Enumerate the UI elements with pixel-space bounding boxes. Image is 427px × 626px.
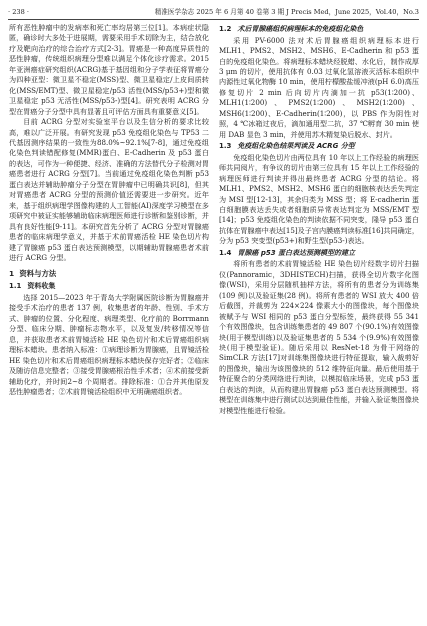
intro-paragraph-1: 所有恶性肿瘤中的发病率和死亡率均居第三位[1]。本病症状隐匿，确诊时大多处于进展期，需要采用手术切除为主，结合放化疗及靶向治疗的综合治疗方式[2-3]。胃癌是一种高度异质性的恶性肿瘤，传统组织病理分型难以满足个体化诊疗需求。2015 年亚洲癌症研究组织(ACRG)基于基因组和分子学表征将胃癌分为四种亚型：微卫星不稳定(MSS)型、微卫星稳定/上皮间质转化(MSS/EMT)型、微卫星稳定/p53 活性(MSS/p53+)型和微卫星稳定 p53 无活性(MSS/p53-)型[4]。研究表明 ACRG 分型在胃癌分子分型中具有显著且可评估方面具有重要意义[5]。	[9, 23, 209, 116]
subsection-number: 1.2	[219, 25, 232, 33]
subsection-title: 资料收集	[27, 282, 56, 291]
left-column	[9, 23, 209, 398]
subsection-heading-1-3	[219, 141, 419, 152]
methods-paragraph-1: 选择 2015—2023 年于青岛大学附属医院诊断为胃腺癌并接受手术治疗的患者 137 例，收集患者的年龄、性别、手术方式、肿瘤的位置、分化程度、病理类型、化疗前的 Borrmann 分型、临床分期、肿瘤标志物水平，以及复发/转移情况等信息，并获取患者术前胃镜活检 HE 染色切片和术后胃癌组织病理标本蜡块。患者纳入标准：①病理诊断为胃腺癌，且胃镜活检 HE 染色切片和术后胃癌组织病理标本蜡块保存完好者；②临床及随访信息完整者；③接受胃腺癌根治性手术者；④术前接受新辅助化疗，并时间2~8 个周期者。排除标准：①合并其他原发恶性肿瘤患者；②术前胃镜活检组织中无明确癌组织者。	[9, 293, 209, 397]
journal-title: 精准医学杂志 2025 年 6 月第 40 卷第 3 期 J Precis Med，June 2025，Vol.40，No.3	[154, 8, 419, 16]
section-title: 资料与方法	[19, 269, 57, 279]
subsection-title: 胃腺癌 p53 蛋白表达预测模型的建立	[237, 248, 356, 257]
subsection-heading-1-4	[219, 248, 419, 259]
subsection-title: 术后胃腺癌组织病理标本的免疫组化染色	[237, 25, 364, 33]
methods-paragraph-4: 将所有患者的术前胃镜活检 HE 染色切片经数字切片扫描仪(Pannoramic，3DHISTECH)扫描，获得全切片数字化图像(WSI)，采用分层随机抽样方法，将所有的患者分为训练集(109 例)以及验证集(28 例)。将所有患者的 WSI 放大 400 倍后截图，并裁剪为 224×224 像素大小的图像块，每个图像块被赋予与 WSI 相同的 p53 蛋白分型标签，最终获得 55 341 个有效图像块，包含训练集患者的 49 807 个(90.1%)有效图像块(用于模型训练)以及验证集患者的 5 534 个(9.9%)有效图像块(用于模型验证)。随后采用以 ResNet-18 为骨干网络的 SimCLR 方法[17]对训练集图像块进行特征提取，输入裁剪好的图像块，输出为该图像块的 512 维特征向量。最后使用基于特征聚合的分类网络进行判读，以模拟临床场景，完成 p53 蛋白表达的判读，从而构建出胃腺癌 p53 蛋白表达预测模型。将模型在训练集中进行测试以达到最佳性能，并输入验证集图像块对模型性能进行检验。	[219, 259, 419, 415]
subsection-number: 1.1	[9, 282, 22, 291]
subsection-number: 1.3	[219, 142, 232, 151]
subsection-title: 免疫组化染色结果判读及 ACRG 分型	[237, 142, 355, 151]
header-rule	[8, 19, 419, 20]
methods-paragraph-3: 免疫组化染色切片由两位具有 10 年以上工作经验的病理医师共同阅片，有争议的切片由第三位具有 15 年以上工作经验的病理医师进行判读并得出最终患者 ACRG 分型的结论。将 MLH1、PMS2、MSH2、MSH6 蛋白的细胞核表达丢失判定为 MSI 型[12-13]，其余归类为 MSS 型；将 E-cadherin 蛋白细胞膜表达丢失或者细胞质异常表达判定为 MSS/EMT 型[14]；p53 免疫组化染色的判读依据不同突变，隆导 p53 蛋白抗体在胃腺癌中表达[15]及子宫内膜癌判读标准[16]共同确定，分为 p53 突变型(p53+)和野生型(p53-)表达。	[219, 152, 419, 246]
subsection-heading-1-1	[9, 281, 209, 292]
subsection-number: 1.4	[219, 248, 232, 257]
running-header	[8, 6, 419, 18]
page-number: · 238 ·	[8, 8, 29, 16]
subsection-heading-1-2	[219, 24, 419, 35]
methods-paragraph-2: 采用 PV-6000 法对术后胃腺癌组织病理标本进行 MLH1、PMS2、MSH2、MSH6、E-Cadherin 和 p53 蛋白的免疫组化染色。将病理标本蜡块经脱蜡、水化后，制作成厚 3 μm 的切片，使用抗体有 0.03 过氧化氢溶液灭活标本组织中内源性过氧化物酶 10 min，使用柠檬酸盐缓冲液(pH 6.0)高压修复切片 2 min 后向切片内滴加一抗 p53(1∶200)、MLH1(1∶200)、PMS2(1∶200)、MSH2(1∶200)、MSH6(1∶200)、E-Cadherin(1∶200)，以 PBS 作为阴性对照，4 ℃冰箱过夜后，滴加通用型二抗，37 ℃孵育 30 min 使用 DAB 显色 3 min，并使用苏木精复染后脱水、封片。	[219, 35, 419, 139]
section-heading-1	[9, 268, 209, 279]
section-number: 1	[9, 269, 15, 279]
right-column	[219, 23, 419, 416]
intro-paragraph-2: 目前 ACRG 分型对实验室平台以及生信分析的要求比较高，难以广泛开展。有研究发现 p53 免疫组化染色与 TP53 二代基因测序结果的一致性为88.0%~92.1%[7-8]，通过免疫组化染色判读错配修复(MMR)蛋白、E-Cadherin 及 p53 蛋白的表达，可作为一种便捷、经济、准确的方法替代分子检测对胃癌患者进行 ACRG 分型[7]。当前通过免疫组化染色判断 p53 蛋白表达并辅助肿瘤分子分型在胃肿瘤中已明确共识[8]，但其对胃癌患者 ACRG 分型的预测价值还需要进一步研究。近年来，基于组织病理学图像构建的人工智能(AI)深度学习模型在多项研究中被证实能够辅助临床病理医师进行诊断和鉴别诊断，并具有良好性能[9-11]。本研究首先分析了 ACRG 分型对胃腺癌患者的临床病理学意义，并基于术前胃癌活检 HE 染色切片构建了胃腺癌 p53 蛋白表达预测模型，以期辅助胃腺癌患者术前进行 ACRG 分型。	[9, 117, 209, 262]
